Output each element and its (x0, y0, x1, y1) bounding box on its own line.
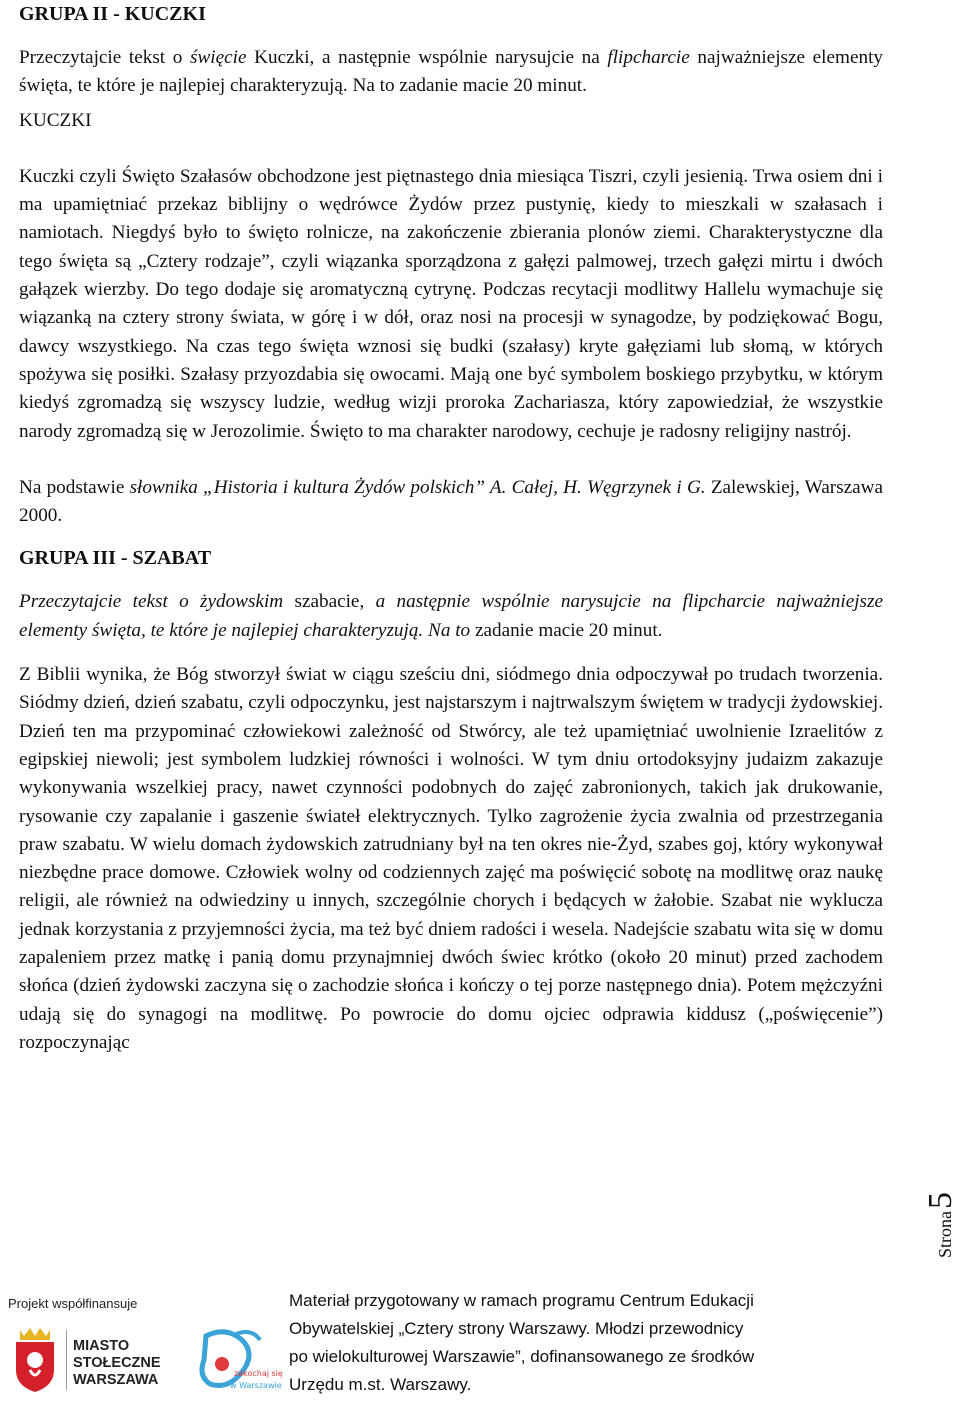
group-3-heading: GRUPA III - SZABAT (19, 547, 212, 570)
page-number-value: 5 (922, 1192, 959, 1209)
footer-note: Materiał przygotowany w ramach programu Centrum Edukacji Obywatelskiej „Cztery strony Warszawy. Młodzi przewodnicy po wielokulturowej Warszawie”, dofinansowanego ze środków Urzędu m.st. Warszawy. (289, 1291, 755, 1394)
city-name: MIASTO STOŁECZNE WARSZAWA (73, 1338, 161, 1388)
group-3-instructions: Przeczytajcie tekst o żydowskim szabacie, a następnie wspólnie narysujcie na flipcharcie najważniejsze elementy święta, te które je najlepiej charakteryzują. Na to zadanie macie 20 minut. (19, 591, 883, 641)
page-number (918, 1180, 958, 1260)
page-label: Strona (935, 1211, 955, 1258)
group-3-body: Z Biblii wynika, że Bóg stworzył świat w ciągu sześciu dni, siódmego dnia odpoczywał po trudach tworzenia. Siódmy dzień, dzień szabatu, czyli odpoczynku, jest najstarszym i najtrwalszym świętem w tradycji żydowskiej. Dzień ten ma przypominać człowiekowi zależność od Stwórcy, ale też upamiętniać uwolnienie Izraelitów z egipskiej niewoli; jest symbolem ludzkiej równości i wolności. W tym dniu ortodoksyjny judaizm zakazuje wykonywania wszelkiej pracy, nawet czynności podobnych do zajęć zabronionych, takich jak drukowanie, rysowanie czy zapalanie i gaszenie świateł elektrycznych. Tylko zagrożenie życia zwalnia od przestrzegania praw szabatu. W wielu domach żydowskich zatrudniany był na ten okres nie-Żyd, szabes goj, który wykonywał niezbędne prace domowe. Człowiek wolny od codziennych zajęć ma poświęcić sobotę na modlitwę oraz naukę religii, ale również na odwiedziny u innych, szczególnie chorych i będących w żałobie. Szabat nie wyklucza jednak korzystania z przyjemności życia, ma też być dniem radości i wesela. Nadejście szabatu wita się w domu zapaleniem przez matkę i panią domu przynajmniej dwóch świec krótko (około 20 minut) przed zachodem słońca (dzień żydowski zaczyna się o zachodzie słońca i kończy o tej porze następnego dnia). Potem mężczyźni udają się do synagogi na modlitwę. Po powrocie do domu ojciec odprawia kiddusz („poświęcenie”) rozpoczynając (19, 664, 883, 1053)
group-2-heading: GRUPA II - KUCZKI (19, 3, 206, 25)
group-2-body: Kuczki czyli Święto Szałasów obchodzone jest piętnastego dnia miesiąca Tiszri, czyli jesienią. Trwa osiem dni i ma upamiętniać przekaz biblijny o wędrówce Żydów przez pustynię, kiedy to mieszkali w szałasach i namiotach. Niegdyś było to święto rolnicze, na zakończenie zbierania plonów ziemi. Charakterystyczne dla tego święta są „Cztery rodzaje”, czyli wiązanka sporządzona z gałęzi palmowej, trzech gałęzi mirtu i dwóch gałązek wierzby. Do tego dodaje się aromatyczną cytrynę. Podczas recytacji modlitwy Hallelu wymachuje się wiązanką na cztery strony świata, w górę i w dół, oraz nosi na procesji w synagodze, by podziękować Bogu, dawcy wszystkiego. Na czas tego święta wznosi się budki (szałasy) kryte gałęziami lub słomą, w których spożywa się posiłki. Szałasy przyozdabia się owocami. Mają one być symbolem boskiego przybytku, w którym kiedyś zgromadzą się wszyscy ludzie, według wizji proroka Zachariasza, który zapowiedział, że wszystkie narody zgromadzą się w Jerozolimie. Święto to ma charakter narodowy, cechuje je radosny religijny nastrój. (19, 165, 883, 442)
group-2-instructions: Przeczytajcie tekst o święcie Kuczki, a następnie wspólnie narysujcie na flipcharcie najważniejsze elementy święta, te które je najlepiej charakteryzują. Na to zadanie macie 20 minut. (19, 47, 883, 97)
group-2-subheading: KUCZKI (19, 109, 92, 131)
cofinanced-label: Projekt współfinansuje (8, 1296, 138, 1311)
logo-divider (66, 1330, 67, 1390)
group-2-source: Na podstawie słownika „Historia i kultura Żydów polskich” A. Całej, H. Węgrzynek i G. Zalewskiej, Warszawa 2000. (19, 476, 883, 527)
zakochaj-sie-w-warszawie-logo-icon (196, 1326, 283, 1402)
document-body (19, 0, 883, 1057)
svg-text:zakochaj się: zakochaj się (234, 1369, 283, 1378)
sponsor-logos (8, 1296, 283, 1406)
warsaw-crest-icon (12, 1326, 58, 1394)
svg-text:w Warszawie: w Warszawie (230, 1381, 282, 1390)
